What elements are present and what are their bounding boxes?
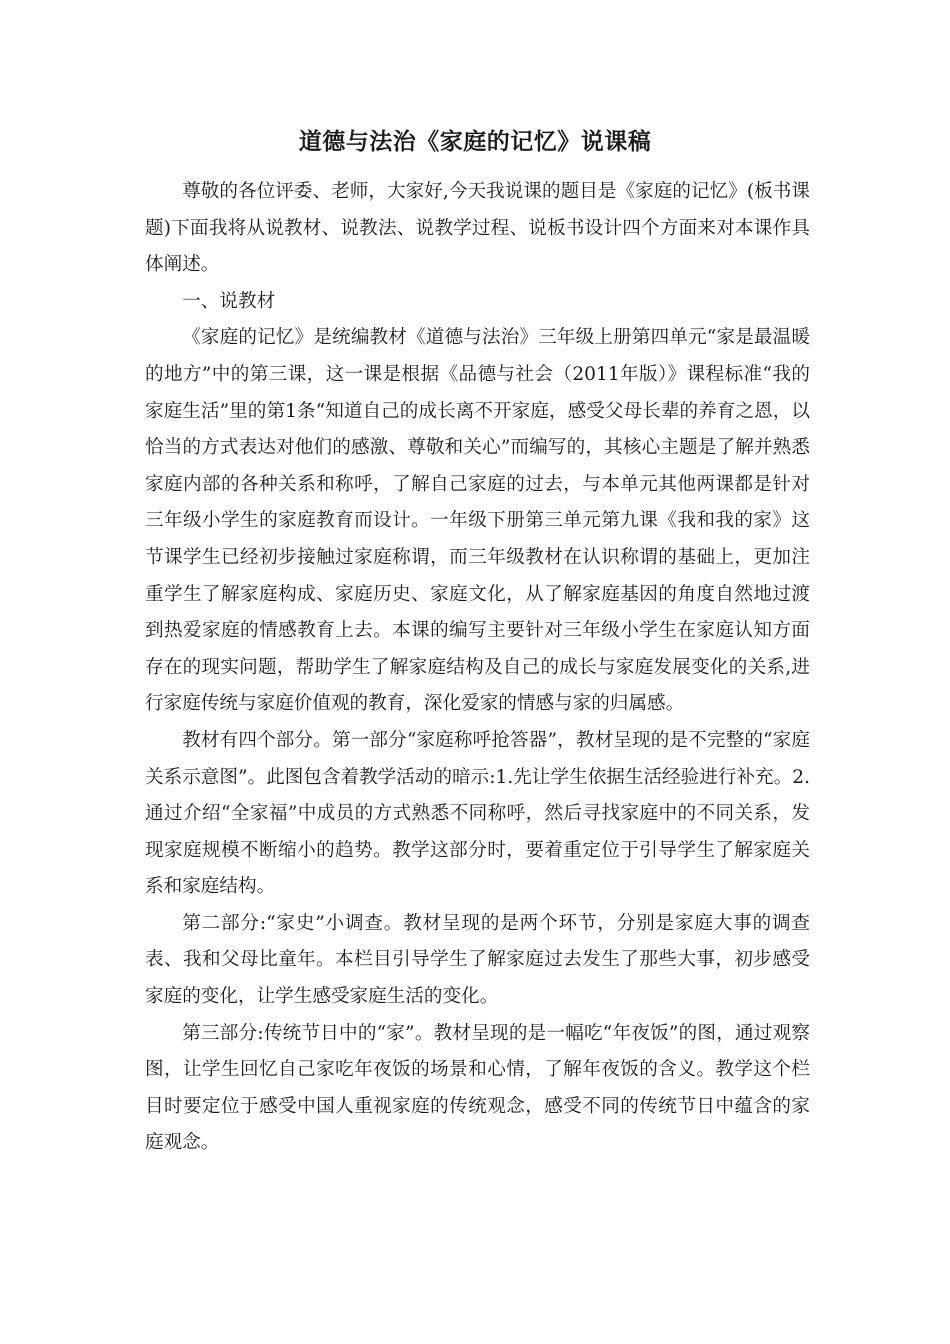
paragraph-textbook-overview: 《家庭的记忆》是统编教材《道德与法治》三年级上册第四单元“家是最温暖的地方”中的第三课，这一课是根据《品德与社会（2011年版）》课程标准“我的家庭生活”里的第1条“知道自己的成长离不开家庭，感受父母长辈的养育之恩，以恰当的方式表达对他们的感激、尊敬和关心”而编写的，其核心主题是了解并熟悉家庭内部的各种关系和称呼，了解自己家庭的过去，与本单元其他两课都是针对三年级小学生的家庭教育而设计。一年级下册第三单元第九课《我和我的家》这节课学生已经初步接触过家庭称谓，而三年级教材在认识称谓的基础上，更加注重学生了解家庭构成、家庭历史、家庭文化，从了解家庭基因的角度自然地过渡到热爱家庭的情感教育上去。本课的编写主要针对三年级小学生在家庭认知方面存在的现实问题，帮助学生了解家庭结构及自己的成长与家庭发展变化的关系,进行家庭传统与家庭价值观的教育，深化爱家的情感与家的归属感。 [145,327,810,715]
document-body [145,174,829,1162]
section-heading-textbook: 一、说教材 [182,290,276,312]
paragraph-part-two: 第二部分:“家史”小调查。教材呈现的是两个环节，分别是家庭大事的调查表、我和父母比童年。本栏目引导学生了解家庭过去发生了那些大事，初步感受家庭的变化，让学生感受家庭生活的变化。 [145,912,810,1008]
paragraph-part-one: 教材有四个部分。第一部分“家庭称呼抢答器”，教材呈现的是不完整的“家庭关系示意图”。此图包含着教学活动的暗示:1.先让学生依据生活经验进行补充。2. 通过介绍“全家福”中成员的方式熟悉不同称呼，然后寻找家庭中的不同关系，发现家庭规模不断缩小的趋势。教学这部分时，要着重定位于引导学生了解家庭关系和家庭结构。 [145,729,829,898]
paragraph-intro: 尊敬的各位评委、老师，大家好,今天我说课的题目是《家庭的记忆》(板书课题)下面我将从说教材、说教法、说教学过程、说板书设计四个方面来对本课作具体阐述。 [145,181,810,276]
document-title: 道德与法治《家庭的记忆》说课稿 [298,129,652,155]
paragraph-part-three: 第三部分:传统节日中的“家”。教材呈现的是一幅吃“年夜饭”的图，通过观察图，让学生回忆自己家吃年夜饭的场景和心情，了解年夜饭的含义。教学这个栏目时要定位于感受中国人重视家庭的传统观念，感受不同的传统节日中蕴含的家庭观念。 [145,1022,810,1154]
